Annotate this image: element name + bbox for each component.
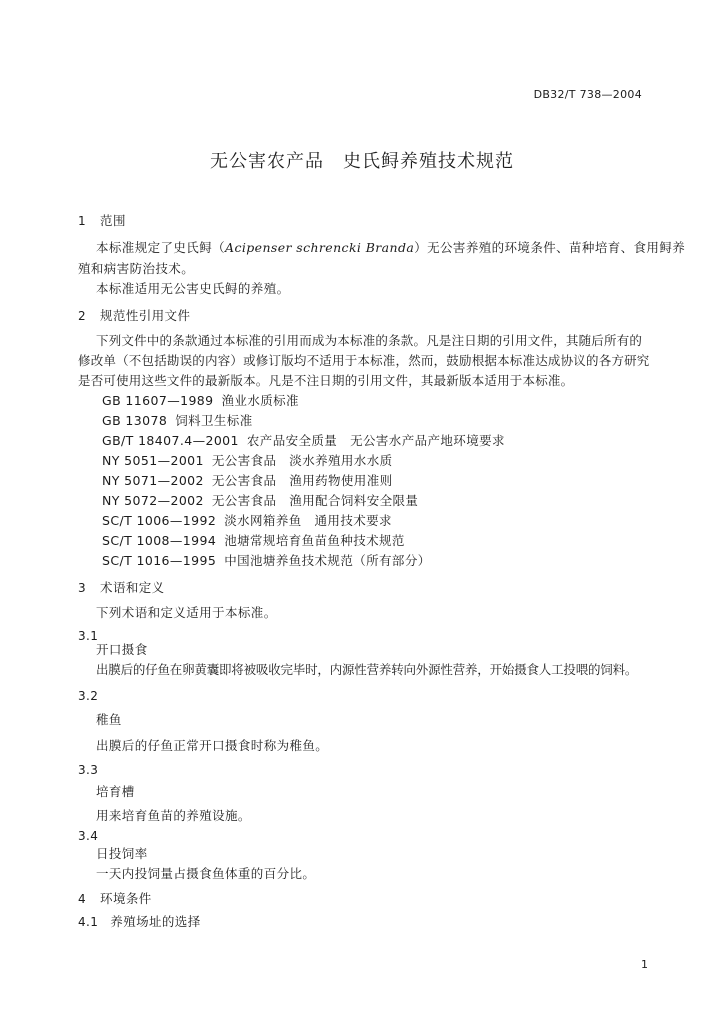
term-name: 开口摄食	[96, 642, 148, 657]
term-name: 日投饲率	[96, 846, 148, 861]
reference-item	[102, 393, 299, 409]
term-number: 3.2	[78, 689, 99, 703]
term-definition: 出膜后的仔鱼正常开口摄食时称为稚鱼。	[96, 738, 329, 753]
term-definition: 一天内投饲量占摄食鱼体重的百分比。	[96, 866, 316, 881]
reference-code: SC/T 1006—1992	[102, 513, 217, 528]
reference-item	[102, 493, 418, 509]
reference-item	[102, 453, 393, 469]
section-title: 术语和定义	[100, 580, 165, 595]
scope-applicability: 本标准适用无公害史氏鲟的养殖。	[96, 281, 290, 296]
scope-paragraph-line-1	[96, 240, 685, 256]
reference-title: 中国池塘养鱼技术规范（所有部分）	[224, 553, 431, 568]
reference-title: 无公害食品 渔用药物使用准则	[211, 473, 393, 488]
terms-intro: 下列术语和定义适用于本标准。	[96, 605, 277, 620]
text-run: ）无公害养殖的环境条件、苗种培育、食用鲟养	[414, 240, 686, 255]
reference-title: 池塘常规培育鱼苗鱼种技术规范	[224, 533, 405, 548]
section-title: 范围	[100, 213, 126, 228]
references-intro-line-3: 是否可使用这些文件的最新版本。凡是不注日期的引用文件，其最新版本适用于本标准。	[78, 373, 574, 388]
reference-code: GB 11607—1989	[102, 393, 214, 408]
subsection-4-1-heading	[78, 914, 201, 930]
subsection-number: 4.1	[78, 915, 99, 929]
term-number: 3.1	[78, 629, 99, 643]
section-title: 环境条件	[100, 891, 152, 906]
section-4-heading	[78, 891, 152, 907]
section-number: 4	[78, 892, 87, 906]
section-1-heading	[78, 213, 126, 229]
reference-code: SC/T 1016—1995	[102, 553, 217, 568]
reference-code: GB 13078	[102, 413, 168, 428]
term-number: 3.4	[78, 829, 99, 843]
section-number: 1	[78, 214, 87, 228]
term-number: 3.3	[78, 763, 99, 777]
text-run: 本标准规定了史氏鲟（	[96, 240, 226, 255]
section-3-heading	[78, 580, 165, 596]
reference-title: 无公害食品 淡水养殖用水水质	[211, 453, 393, 468]
reference-code: GB/T 18407.4—2001	[102, 433, 239, 448]
reference-item	[102, 473, 393, 489]
reference-item	[102, 533, 405, 549]
reference-code: NY 5072—2002	[102, 493, 204, 508]
reference-code: SC/T 1008—1994	[102, 533, 217, 548]
subsection-title: 养殖场址的选择	[110, 914, 201, 929]
section-number: 3	[78, 581, 87, 595]
page-number: 1	[641, 958, 648, 971]
term-definition: 出膜后的仔鱼在卵黄囊即将被吸收完毕时，内源性营养转向外源性营养，开始摄食人工投喂的饲料。	[96, 662, 638, 677]
references-intro-line-1: 下列文件中的条款通过本标准的引用而成为本标准的条款。凡是注日期的引用文件，其随后所有的	[96, 333, 643, 348]
reference-title: 农产品安全质量 无公害水产品产地环境要求	[246, 433, 505, 448]
latin-name: Acipenser schrencki Branda	[225, 240, 415, 255]
reference-item	[102, 553, 431, 569]
reference-title: 饲料卫生标准	[175, 413, 253, 428]
references-intro-line-2: 修改单（不包括勘误的内容）或修订版均不适用于本标准，然而，鼓励根据本标准达成协议的各方研究	[78, 353, 650, 368]
document-title: 无公害农产品 史氏鲟养殖技术规范	[210, 151, 514, 172]
reference-code: NY 5051—2001	[102, 453, 204, 468]
section-number: 2	[78, 309, 87, 323]
scope-paragraph-line-2: 殖和病害防治技术。	[78, 261, 195, 276]
reference-code: NY 5071—2002	[102, 473, 204, 488]
section-title: 规范性引用文件	[100, 308, 191, 323]
term-name: 培育槽	[96, 784, 135, 799]
term-definition: 用来培育鱼苗的养殖设施。	[96, 808, 251, 823]
reference-title: 渔业水质标准	[221, 393, 299, 408]
standard-number: DB32/T 738—2004	[533, 88, 642, 101]
reference-title: 无公害食品 渔用配合饲料安全限量	[211, 493, 419, 508]
reference-item	[102, 513, 392, 529]
reference-item	[102, 433, 505, 449]
section-2-heading	[78, 308, 190, 324]
reference-title: 淡水网箱养鱼 通用技术要求	[224, 513, 392, 528]
term-name: 稚鱼	[96, 712, 122, 727]
reference-item	[102, 413, 253, 429]
